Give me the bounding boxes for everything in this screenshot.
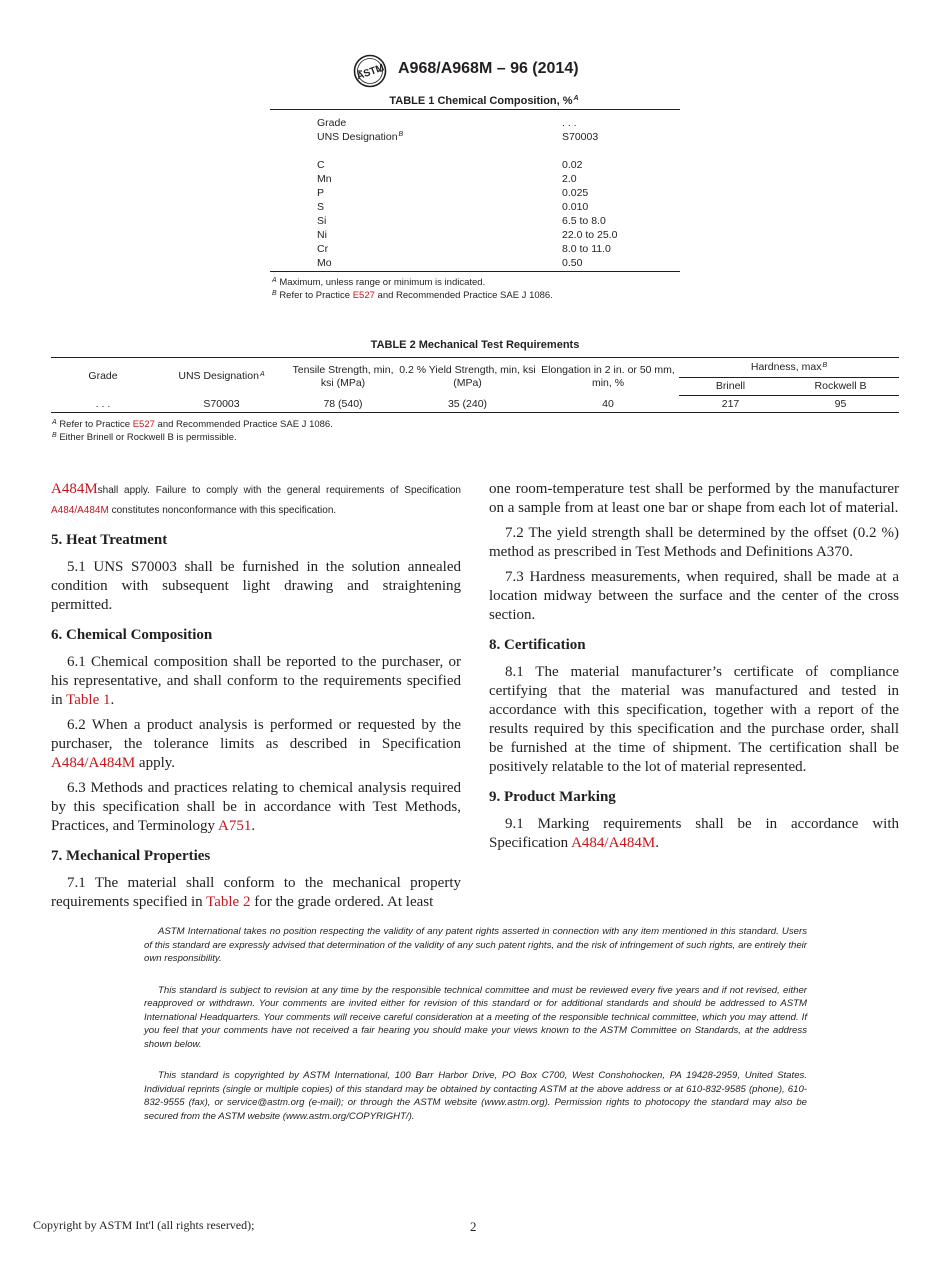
paragraph-5-1: 5.1 UNS S70003 shall be furnished in the solution annealed condition with subsequent light drawing and straightening permitted. — [51, 559, 461, 613]
copyright-notice: This standard is copyrighted by ASTM International, 100 Barr Harbor Drive, PO Box C700, West Conshohocken, PA 19428-2959, United States. Individual reprints (single or multiple copies) of this standard may be obtained by contacting ASTM at the above address or at 610-832-9585 (phone), 610-832-9555 (fax), or service@astm.org (e-mail); or through the ASTM website (www.astm.org). Permission rights to photocopy the standard may also be secured from the ASTM website (www.astm.org/COPYRIGHT/). — [144, 1070, 807, 1122]
column-header-rockwell: Rockwell B — [782, 378, 899, 396]
page-header — [0, 58, 950, 84]
element-symbol: Si — [317, 215, 327, 227]
column-header-brinell: Brinell — [679, 378, 782, 396]
table-row — [270, 228, 680, 242]
table-row — [270, 116, 680, 130]
revision-notice: This standard is subject to revision at any time by the responsible technical committee and must be reviewed every five years and if not revised, either reapproved or withdrawn. Your comments are invited either for revision of this standard or for additional standards and should be addressed to ASTM International Headquarters. Your comments will receive careful consideration at a meeting of the responsible technical committee, which you may attend. If you feel that your comments have not received a fair hearing you should make your views known to the ASTM Committee on Standards, at the address shown below. — [144, 984, 807, 1050]
document-designation: A968/A968M – 96 (2014) — [398, 60, 579, 77]
element-value: 0.025 — [562, 187, 589, 199]
cell-tensile: 78 (540) — [288, 396, 398, 413]
footnote: $^B$ Either Brinell or Rockwell B is permissible. — [52, 432, 237, 443]
paragraph-8-1: 8.1 The material manufacturer’s certificate of compliance certifying that the material was manufactured and tested in accordance with this specification, together with a report of the results required by this specification and the purchase order, shall be furnished at the time of shipment. The certification shall be positively relatable to the lot of material represented. — [489, 664, 899, 775]
table-1-caption: TABLE 1 Chemical Composition, %$^A$ — [389, 95, 579, 107]
footnote: $^A$ Refer to Practice E527 and Recommended Practice SAE J 1086. — [52, 419, 333, 430]
reference-link-a484-a484m[interactable]: A484/A484M — [51, 505, 109, 516]
column-header-uns: UNS Designation$^A$ — [155, 358, 288, 396]
paragraph-9-1: 9.1 Marking requirements shall be in accordance with Specification A484/A484M. — [489, 816, 899, 851]
table-row — [270, 130, 680, 144]
element-value: 22.0 to 25.0 — [562, 229, 618, 241]
element-value: 0.02 — [562, 159, 583, 171]
column-header-grade: Grade — [51, 358, 155, 396]
body-left-column — [51, 480, 461, 918]
element-value: 2.0 — [562, 173, 577, 185]
element-symbol: Ni — [317, 229, 327, 241]
table-1-footnotes — [270, 272, 680, 302]
legal-notices — [144, 925, 807, 1141]
column-header-yield: 0.2 % Yield Strength, min, ksi (MPa) — [398, 358, 537, 396]
table-2-mechanical-requirements — [51, 357, 899, 413]
body-right-column — [489, 480, 899, 859]
paragraph-7-1: 7.1 The material shall conform to the mechanical property requirements specified in Table 2 for the grade ordered. At least — [51, 875, 461, 910]
reference-link-a751[interactable]: A751 — [217, 818, 252, 834]
section-heading-certification: 8. Certification — [489, 637, 586, 653]
cell-yield: 35 (240) — [398, 396, 537, 413]
row-label: UNS Designation$^B$ — [317, 131, 404, 143]
table-2-caption: TABLE 2 Mechanical Test Requirements — [370, 339, 580, 351]
reference-link-a484-a484m[interactable]: A484/A484M — [571, 835, 656, 851]
table-row — [270, 256, 680, 270]
paragraph-7-3: 7.3 Hardness measurements, when required, shall be made at a location midway between the surface and the center of the cross section. — [489, 569, 899, 623]
section-heading-heat-treatment: 5. Heat Treatment — [51, 532, 168, 548]
svg-text:ASTM: ASTM — [355, 62, 386, 83]
paragraph-7-1-continued: one room-temperature test shall be performed by the manufacturer on a sample from at least one bar or shape from each lot of material. — [489, 481, 899, 516]
cell-uns: S70003 — [155, 396, 288, 413]
element-symbol: P — [317, 187, 325, 199]
footer-copyright: Copyright by ASTM Int'l (all rights reserved); — [33, 1218, 255, 1232]
reference-link-e527[interactable]: E527 — [352, 290, 375, 301]
section-heading-mechanical-properties: 7. Mechanical Properties — [51, 848, 211, 864]
row-value: S70003 — [562, 131, 599, 143]
element-value: 8.0 to 11.0 — [562, 243, 611, 255]
page-number: 2 — [470, 1219, 477, 1234]
footnote-marker: B — [822, 362, 828, 369]
element-value: 0.010 — [562, 201, 589, 213]
reference-link-e527[interactable]: E527 — [132, 419, 155, 430]
section-heading-product-marking: 9. Product Marking — [489, 789, 616, 805]
element-value: 0.50 — [562, 257, 583, 269]
element-value: 6.5 to 8.0 — [562, 215, 606, 227]
section-heading-chemical-composition: 6. Chemical Composition — [51, 627, 213, 643]
element-symbol: S — [317, 201, 325, 213]
footnote: $^B$ Refer to Practice E527 and Recommended Practice SAE J 1086. — [272, 290, 553, 301]
table-row — [270, 242, 680, 256]
paragraph-continuation: A484Mshall apply. Failure to comply with the general requirements of Specification A484/A484M constitutes nonconformance with this specification. — [51, 481, 461, 516]
reference-link-a484-a484m[interactable]: A484/A484M — [51, 755, 136, 771]
footnote-marker: A — [573, 95, 579, 102]
element-symbol: Mo — [317, 257, 332, 269]
cell-rockwell: 95 — [782, 396, 899, 413]
table-row — [51, 396, 899, 413]
row-label: Grade — [317, 117, 347, 129]
table-row — [270, 186, 680, 200]
element-symbol: Cr — [317, 243, 329, 255]
reference-link-a484m[interactable]: A484M — [51, 481, 98, 497]
paragraph-6-1: 6.1 Chemical composition shall be reported to the purchaser, or his representative, and shall conform to the requirements specified in Table 1. — [51, 654, 461, 708]
paragraph-6-3: 6.3 Methods and practices relating to chemical analysis required by this specification shall be in accordance with Test Methods, Practices, and Terminology A751. — [51, 780, 461, 834]
element-symbol: Mn — [317, 173, 332, 185]
table-row — [270, 200, 680, 214]
patent-notice: ASTM International takes no position respecting the validity of any patent rights asserted in connection with any item mentioned in this standard. Users of this standard are expressly advised that determination of the validity of any such patent rights, and the risk of infringement of such rights, are entirely their own responsibility. — [144, 926, 807, 964]
column-header-hardness: Hardness, $\max^B$ — [679, 358, 899, 378]
paragraph-6-2: 6.2 When a product analysis is performed or requested by the purchaser, the tolerance limits as described in Specification A484/A484M apply. — [51, 717, 461, 771]
row-value: . . . — [562, 117, 577, 129]
element-symbol: C — [317, 159, 325, 171]
cell-grade: . . . — [51, 396, 155, 413]
cell-brinell: 217 — [679, 396, 782, 413]
reference-link-table-1[interactable]: Table 1 — [66, 692, 111, 708]
astm-logo-icon — [353, 54, 387, 88]
footnote-marker: B — [398, 131, 404, 138]
table-2-footnotes — [51, 418, 333, 444]
table-row — [270, 158, 680, 172]
table-row — [270, 214, 680, 228]
paragraph-7-2: 7.2 The yield strength shall be determined by the offset (0.2 %) method as prescribed in Test Methods and Definitions A370. — [489, 525, 899, 560]
table-row — [270, 172, 680, 186]
footnote: $^A$ Maximum, unless range or minimum is indicated. — [272, 277, 486, 288]
footnote-marker: A — [259, 371, 265, 379]
reference-link-table-2[interactable]: Table 2 — [206, 894, 251, 910]
column-header-elongation: Elongation in 2 in. or 50 mm, min, % — [537, 358, 679, 396]
column-header-tensile: Tensile Strength, min, ksi (MPa) — [288, 358, 398, 396]
table-1-chemical-composition — [270, 93, 680, 302]
cell-elongation: 40 — [537, 396, 679, 413]
